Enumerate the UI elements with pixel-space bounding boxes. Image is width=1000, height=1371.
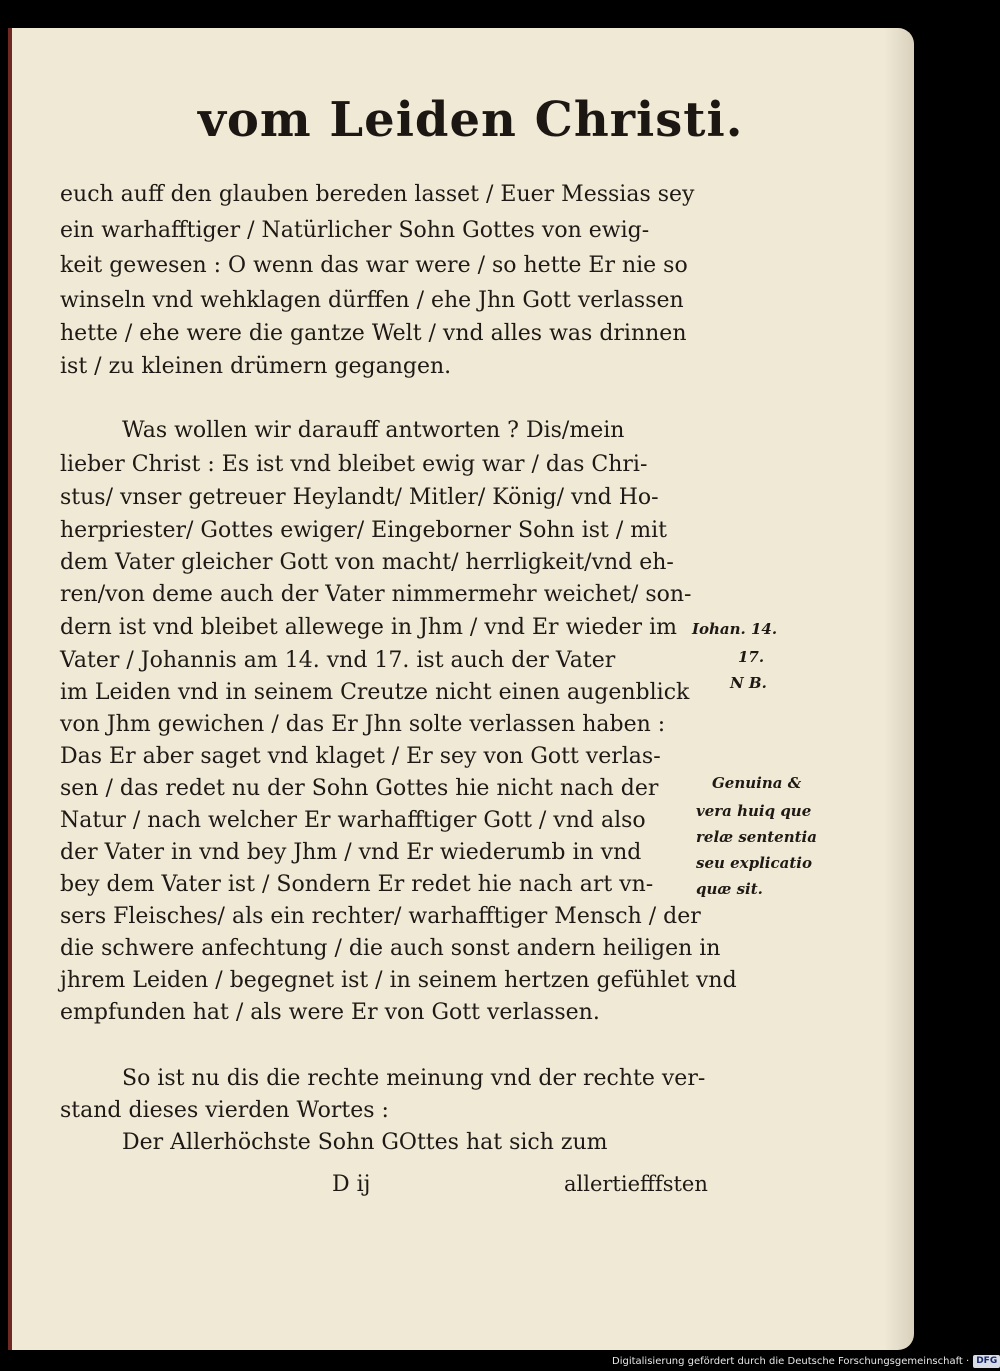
running-heading: vom Leiden Christi.	[198, 92, 744, 148]
text-line: So ist nu dis die rechte meinung vnd der rechte ver-	[122, 1066, 706, 1091]
text-line: Der Allerhöchste Sohn GOttes hat sich zum	[122, 1130, 608, 1155]
marginal-note: Iohan. 14.	[692, 620, 778, 638]
marginal-note: relæ sententia	[696, 828, 817, 846]
text-line: sen / das redet nu der Sohn Gottes hie nicht nach der	[60, 776, 659, 801]
credit-text: Digitalisierung gefördert durch die Deutsche Forschungsgemeinschaft ·	[612, 1355, 970, 1367]
text-line: keit gewesen : O wenn das war were / so hette Er nie so	[60, 253, 688, 278]
text-line: ist / zu kleinen drümern gegangen.	[60, 354, 452, 379]
text-line: der Vater in vnd bey Jhm / vnd Er wiederumb in vnd	[60, 840, 642, 865]
text-line: im Leiden vnd in seinem Creutze nicht einen augenblick	[60, 680, 690, 705]
text-line: hette / ehe were die gantze Welt / vnd alles was drinnen	[60, 321, 687, 346]
marginal-note: Genuina &	[712, 774, 802, 792]
marginal-note: N B.	[730, 674, 767, 692]
text-line: ren/von deme auch der Vater nimmermehr weichet/ son-	[60, 582, 692, 607]
text-line: Vater / Johannis am 14. vnd 17. ist auch der Vater	[60, 648, 616, 673]
text-line: dern ist vnd bleibet allewege in Jhm / vnd Er wieder im	[60, 615, 677, 640]
marginal-note: 17.	[738, 648, 765, 666]
digitization-credit	[612, 1352, 1000, 1370]
text-line: stand dieses vierden Wortes :	[60, 1098, 389, 1123]
text-line: herpriester/ Gottes ewiger/ Eingeborner Sohn ist / mit	[60, 518, 668, 543]
signature-mark: D ij	[332, 1172, 371, 1197]
text-line: winseln vnd wehklagen dürffen / ehe Jhn Gott verlassen	[60, 288, 684, 313]
text-line: bey dem Vater ist / Sondern Er redet hie nach art vn-	[60, 872, 654, 897]
text-line: lieber Christ : Es ist vnd bleibet ewig war / das Chri-	[60, 452, 648, 477]
text-line: Was wollen wir darauff antworten ? Dis/mein	[122, 418, 625, 443]
text-line: jhrem Leiden / begegnet ist / in seinem hertzen gefühlet vnd	[60, 968, 737, 993]
text-line: euch auff den glauben bereden lasset / Euer Messias sey	[60, 182, 695, 207]
marginal-note: quæ sit.	[696, 880, 763, 898]
book-page	[8, 28, 914, 1350]
text-line: stus/ vnser getreuer Heylandt/ Mitler/ König/ vnd Ho-	[60, 485, 659, 510]
text-line: sers Fleisches/ als ein rechter/ warhafftiger Mensch / der	[60, 904, 701, 929]
marginal-note: seu explicatio	[696, 854, 812, 872]
text-line: von Jhm gewichen / das Er Jhn solte verlassen haben :	[60, 712, 666, 737]
text-line: Natur / nach welcher Er warhafftiger Gott / vnd also	[60, 808, 646, 833]
text-line: die schwere anfechtung / die auch sonst andern heiligen in	[60, 936, 721, 961]
catchword: allertiefffsten	[564, 1172, 708, 1196]
text-line: empfunden hat / als were Er von Gott verlassen.	[60, 1000, 600, 1025]
text-line: dem Vater gleicher Gott von macht/ herrligkeit/vnd eh-	[60, 550, 674, 575]
dfg-logo: DFG	[973, 1355, 1000, 1368]
marginal-note: vera huiq que	[696, 802, 812, 820]
text-line: ein warhafftiger / Natürlicher Sohn Gottes von ewig-	[60, 218, 650, 243]
text-line: Das Er aber saget vnd klaget / Er sey von Gott verlas-	[60, 744, 661, 769]
